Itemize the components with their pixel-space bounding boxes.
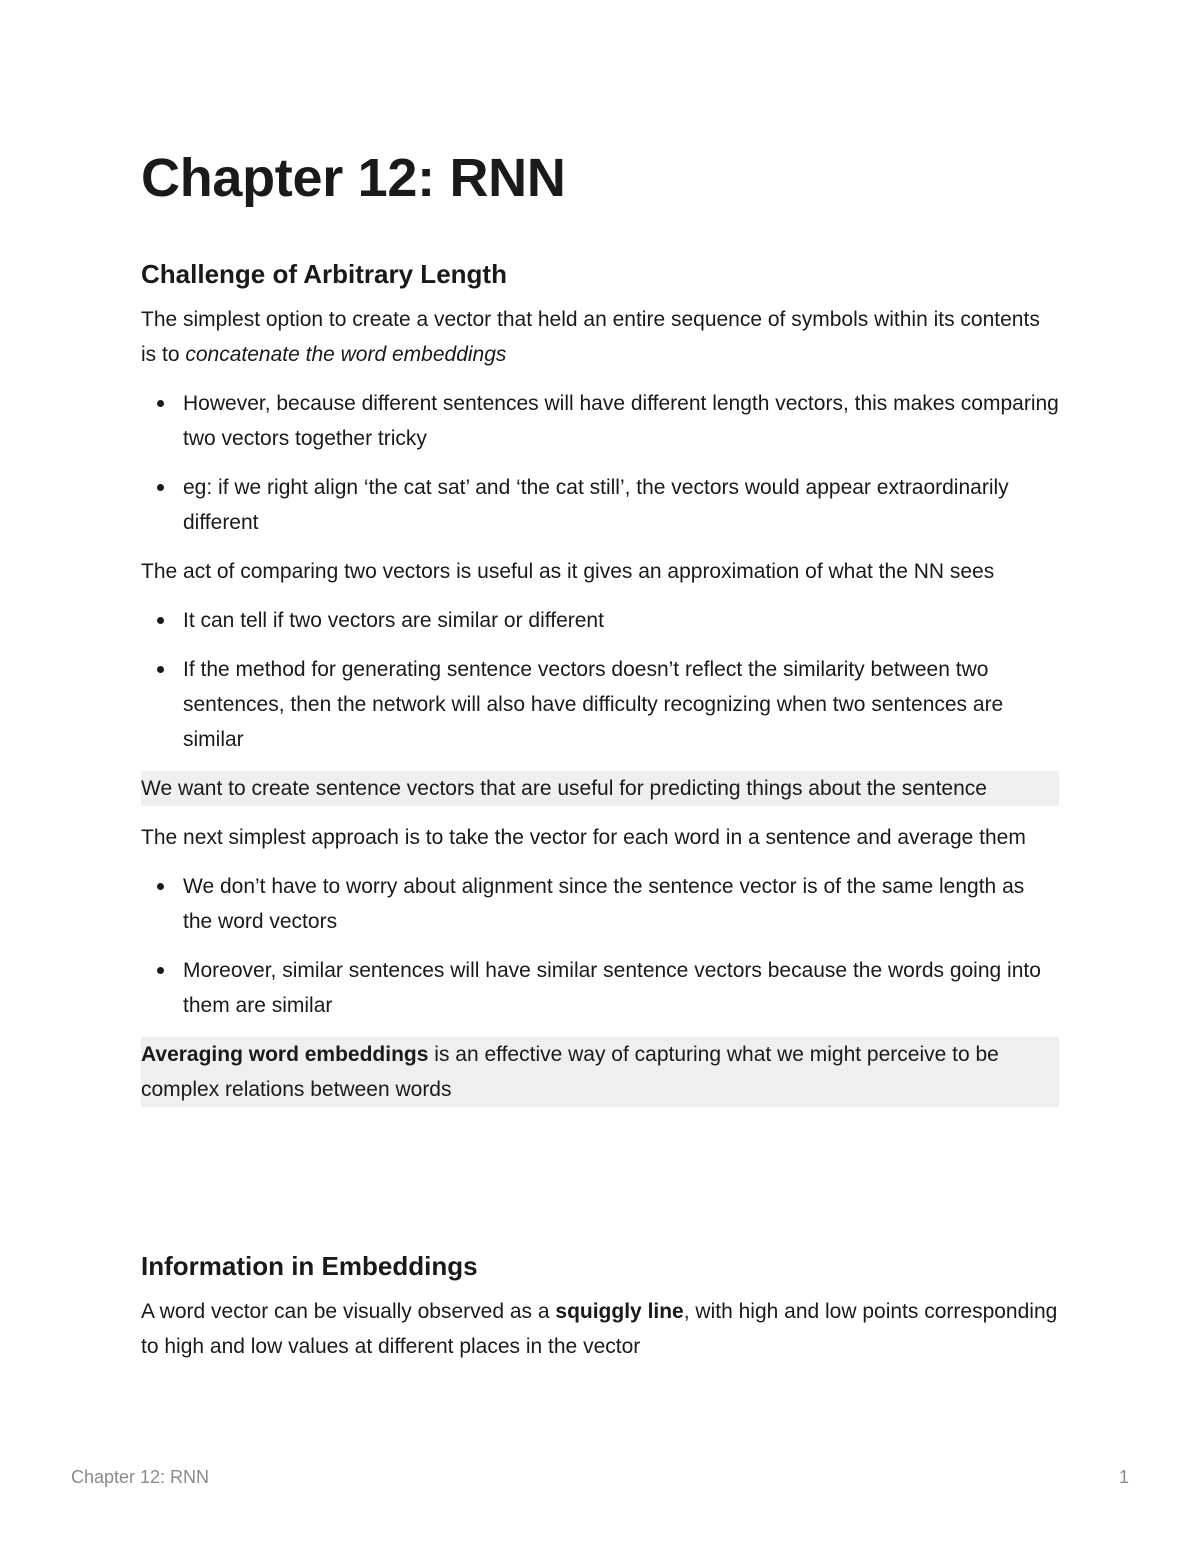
- list-item: If the method for generating sentence vectors doesn’t reflect the similarity between two sentences, then the network will also have difficulty recognizing when two sentences are similar: [183, 652, 1059, 757]
- italic-term: concatenate the word embeddings: [185, 343, 507, 366]
- paragraph-text: , with high and low points corresponding to high and low values at different places in the vector: [141, 1300, 1058, 1358]
- section-arbitrary-length: [141, 254, 1059, 1121]
- section-information-in-embeddings: [141, 1246, 1059, 1378]
- footer-title: Chapter 12: RNN: [71, 1467, 210, 1487]
- page-title: Chapter 12: RNN: [141, 148, 566, 208]
- list-item: However, because different sentences will have different length vectors, this makes comparing two vectors together tricky: [183, 386, 1059, 456]
- bullet-list: [141, 869, 1059, 1023]
- paragraph: The next simplest approach is to take the vector for each word in a sentence and average them: [141, 826, 1026, 849]
- list-item: It can tell if two vectors are similar or different: [183, 603, 1059, 638]
- paragraph: [141, 1294, 1059, 1364]
- section-heading: Challenge of Arbitrary Length: [141, 259, 507, 289]
- callout-rest: is an effective way of capturing what we might perceive to be complex relations between words: [141, 1043, 999, 1101]
- bold-term: squiggly line: [555, 1300, 684, 1323]
- callout-box: [141, 771, 1059, 806]
- bullet-list: [141, 603, 1059, 757]
- list-item: Moreover, similar sentences will have similar sentence vectors because the words going into them are similar: [183, 953, 1059, 1023]
- bold-term: Averaging word embeddings: [141, 1043, 429, 1066]
- paragraph-text: A word vector can be visually observed as a: [141, 1300, 556, 1323]
- list-item: We don’t have to worry about alignment since the sentence vector is of the same length as the word vectors: [183, 869, 1059, 939]
- bullet-list: [141, 386, 1059, 540]
- paragraph: [141, 302, 1059, 372]
- callout-text: We want to create sentence vectors that are useful for predicting things about the sentence: [141, 777, 987, 800]
- paragraph-text: The simplest option to create a vector that held an entire sequence of symbols within its contents is to: [141, 308, 1040, 366]
- section-heading: Information in Embeddings: [141, 1251, 478, 1281]
- callout-box: [141, 1037, 1059, 1107]
- callout-text: [141, 1037, 1059, 1107]
- list-item: eg: if we right align ‘the cat sat’ and ‘the cat still’, the vectors would appear extraordinarily different: [183, 470, 1059, 540]
- page-number: 1: [1118, 1467, 1129, 1487]
- paragraph: The act of comparing two vectors is useful as it gives an approximation of what the NN sees: [141, 560, 995, 583]
